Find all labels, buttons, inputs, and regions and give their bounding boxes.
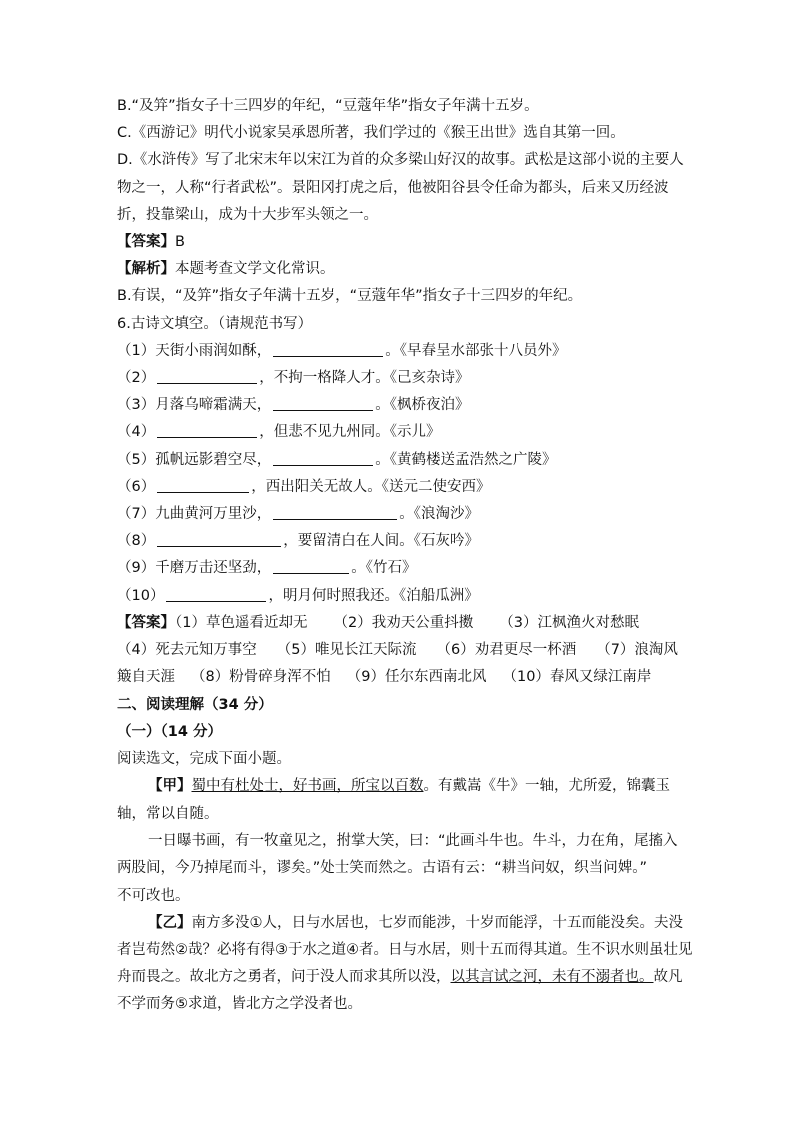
item-number: （5） <box>117 452 156 468</box>
passage-tag: 【乙】 <box>148 915 192 931</box>
passage-b-line2: 者岂苟然②哉？必将有得③于水之道④者。日与水居，则十五而得其道。生不识水则虽壮见 <box>117 942 693 958</box>
passage-text: 。有戴嵩《牛》一轴，尤所爱，锦囊玉 <box>423 778 670 794</box>
fill-blank[interactable] <box>273 505 397 520</box>
section-title: 二、阅读理解（34 分） <box>117 697 273 713</box>
answer-item: （7）浪淘风 <box>596 642 678 658</box>
q6-item <box>117 451 556 469</box>
item-after: 。《浪淘沙》 <box>399 506 479 522</box>
fill-blank[interactable] <box>157 478 249 493</box>
answer-item: （5）唯见长江天际流 <box>276 642 417 658</box>
q6-item <box>117 532 479 550</box>
q6-item <box>117 559 416 577</box>
passage-a-line4: 两股间，今乃掉尾而斗，谬矣。”处士笑而然之。古语有云：“耕当问奴，织当问婢。” <box>117 860 648 876</box>
answer-item: 簸自天涯 <box>117 669 175 685</box>
q6-answers-line2 <box>117 641 678 659</box>
item-number: （6） <box>117 479 156 495</box>
fill-blank[interactable] <box>273 342 383 357</box>
q6-item <box>117 423 440 441</box>
answer-tag: 【答案】 <box>117 234 175 250</box>
q6-item <box>117 505 479 523</box>
underlined-sentence: 以其言试之河，未有不溺者也。 <box>450 969 654 985</box>
fill-blank[interactable] <box>273 451 373 466</box>
option-c: C.《西游记》明代小说家吴承恩所著，我们学过的《猴王出世》选自其第一回。 <box>117 125 625 141</box>
q6-item <box>117 587 479 605</box>
q5-answer <box>117 233 185 251</box>
passage-tag: 【甲】 <box>148 778 192 794</box>
option-d-line1: D.《水浒传》写了北宋末年以宋江为首的众多梁山好汉的故事。武松是这部小说的主要人 <box>117 152 684 168</box>
fill-blank[interactable] <box>273 559 349 574</box>
item-after: 。《早春呈水部张十八员外》 <box>385 343 567 359</box>
q5-detail: B.有误，“及笄”指女子年满十五岁，“豆蔻年华”指女子十三四岁的年纪。 <box>117 288 583 304</box>
instruction: 阅读选文，完成下面小题。 <box>117 751 291 767</box>
answer-item: （8）粉骨碎身浑不怕 <box>191 669 331 685</box>
q5-analysis <box>117 260 335 278</box>
q6-item <box>117 396 469 414</box>
item-before: 千磨万击还坚劲， <box>155 560 272 576</box>
q6-answers-line3 <box>117 668 651 686</box>
answer-item: （9）任尔东西南北风 <box>346 669 487 685</box>
analysis-text: 本题考查文学文化常识。 <box>175 261 335 277</box>
fill-blank[interactable] <box>157 532 281 547</box>
item-after: ，但悲不见九州同。《示儿》 <box>259 424 441 440</box>
passage-text: 故凡 <box>653 969 683 985</box>
item-number: （7） <box>117 506 156 522</box>
option-d-line2: 物之一，人称“行者武松”。景阳冈打虎之后，他被阳谷县令任命为都头，后来又历经波 <box>117 180 669 196</box>
item-after: ，要留清白在人间。《石灰吟》 <box>283 533 479 549</box>
fill-blank[interactable] <box>273 396 373 411</box>
item-after: ，明月何时照我还。《泊船瓜洲》 <box>268 588 479 604</box>
q6-item <box>117 369 469 387</box>
answer-item: （6）劝君更尽一杯酒 <box>436 642 577 658</box>
q6-item <box>117 342 566 360</box>
fill-blank[interactable] <box>166 587 266 602</box>
passage-text: 舟而畏之。故北方之勇者，问于没人而求其所以没， <box>117 969 451 985</box>
answer-item: （4）死去元知万事空 <box>117 642 257 658</box>
item-number: （4） <box>117 424 156 440</box>
passage-a-line5: 不可改也。 <box>117 888 190 904</box>
item-number: （3） <box>117 397 156 413</box>
passage-b-line3 <box>117 968 683 986</box>
option-d-line3: 折，投靠梁山，成为十大步军头领之一。 <box>117 207 378 223</box>
answer-value: B <box>175 234 185 250</box>
answer-item: （2）我劝天公重抖擞 <box>333 615 474 631</box>
answer-item: （1）草色遥看近却无 <box>175 615 308 631</box>
q6-item <box>117 478 490 496</box>
item-before: 月落乌啼霜满天， <box>155 397 272 413</box>
option-b: B.“及笄”指女子十三四岁的年纪，“豆蔻年华”指女子年满十五岁。 <box>117 98 539 114</box>
item-after: 。《竹石》 <box>351 560 417 576</box>
q6-answers-line1 <box>117 614 639 632</box>
item-before: 孤帆远影碧空尽， <box>155 452 272 468</box>
passage-a-line1 <box>148 777 670 795</box>
item-number: （1） <box>117 343 156 359</box>
item-after: 。《黄鹤楼送孟浩然之广陵》 <box>375 452 557 468</box>
analysis-tag: 【解析】 <box>117 261 175 277</box>
answer-item: （10）春风又绿江南岸 <box>502 669 652 685</box>
answer-tag: 【答案】 <box>117 615 175 631</box>
item-after: ，不拘一格降人才。《己亥杂诗》 <box>259 370 470 386</box>
item-number: （2） <box>117 370 156 386</box>
fill-blank[interactable] <box>157 369 257 384</box>
q6-heading: 6.古诗文填空。（请规范书写） <box>117 316 313 332</box>
passage-a-line2: 轴，常以自随。 <box>117 806 219 822</box>
item-number: （10） <box>117 588 165 604</box>
item-number: （9） <box>117 560 156 576</box>
answer-item: （3）江枫渔火对愁眠 <box>499 615 639 631</box>
item-number: （8） <box>117 533 156 549</box>
subsection-title: （一）（14 分） <box>117 724 222 740</box>
item-after: ，西出阳关无故人。《送元二使安西》 <box>251 479 491 495</box>
item-before: 九曲黄河万里沙， <box>155 506 272 522</box>
passage-a-line3: 一日曝书画，有一牧童见之，拊掌大笑，曰：“此画斗牛也。牛斗，力在角，尾搐入 <box>148 833 678 849</box>
underlined-sentence: 蜀中有杜处士，好书画，所宝以百数 <box>191 778 424 794</box>
item-before: 天街小雨润如酥， <box>155 343 272 359</box>
passage-b-line1 <box>148 914 683 932</box>
passage-b-line4: 不学而务⑤求道，皆北方之学没者也。 <box>117 996 362 1012</box>
passage-text: 南方多没①人，日与水居也，七岁而能涉，十岁而能浮，十五而能没矣。夫没 <box>191 915 683 931</box>
item-after: 。《枫桥夜泊》 <box>375 397 470 413</box>
fill-blank[interactable] <box>157 423 257 438</box>
